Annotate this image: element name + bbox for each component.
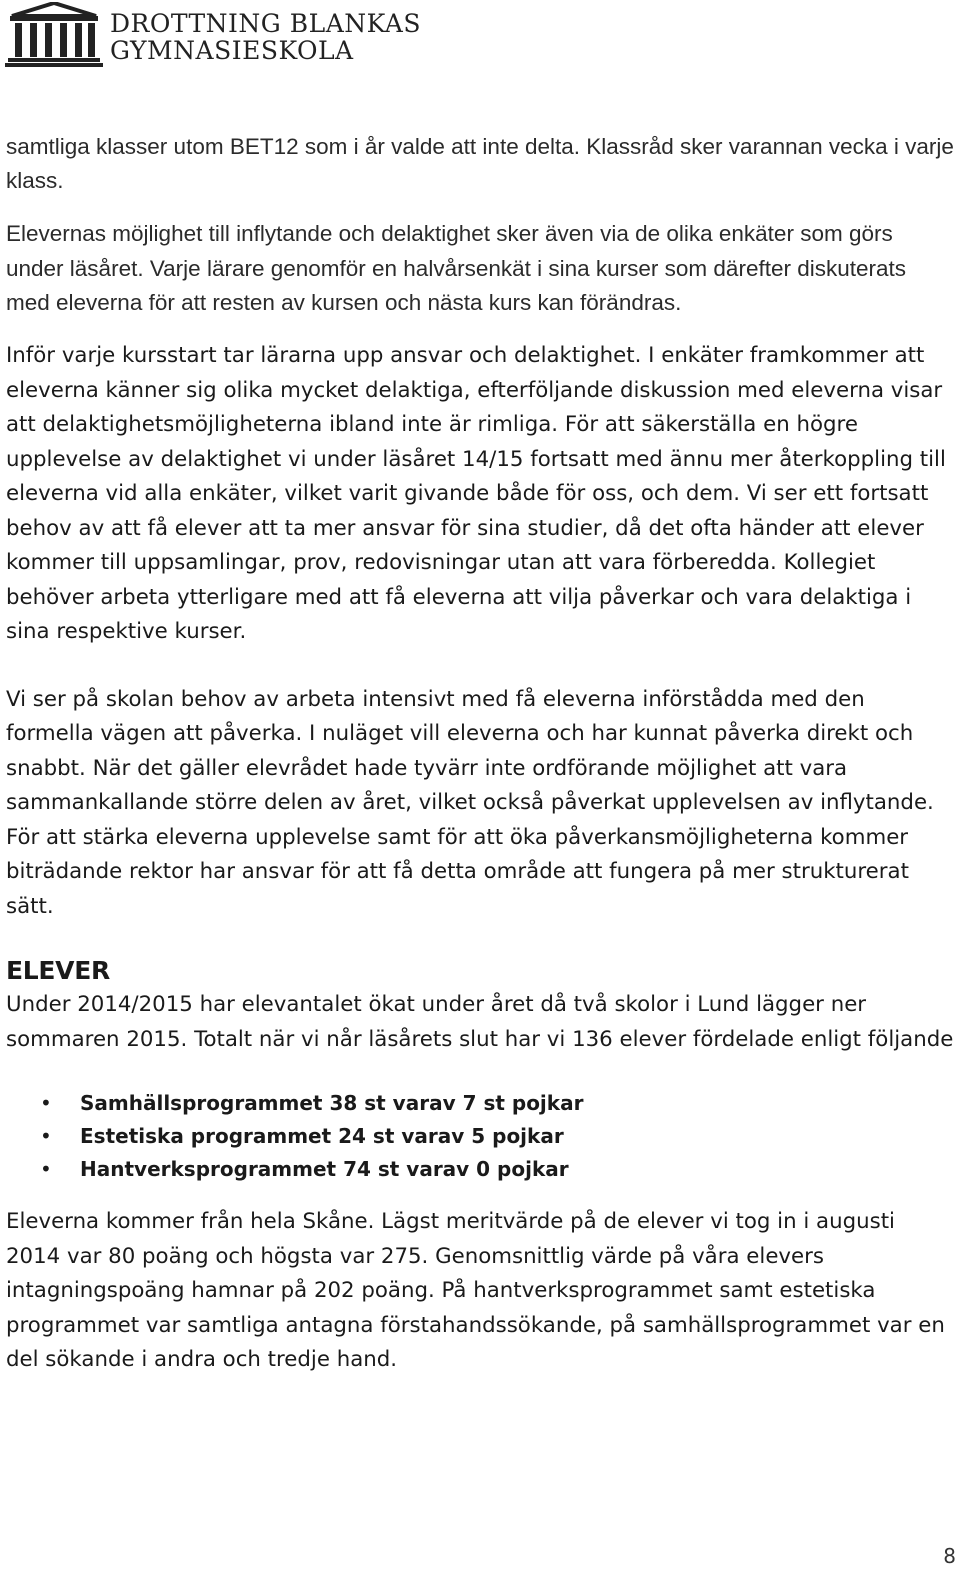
program-item-label: Hantverksprogrammet 74 st varav 0 pojkar [80, 1157, 569, 1182]
bullet-icon: • [40, 1124, 52, 1149]
school-building-logo-icon [4, 2, 104, 68]
paragraph-class-councils: samtliga klasser utom BET12 som i år valde att inte delta. Klassråd sker varannan vecka i varje klass. [6, 134, 954, 194]
paragraph-surveys: Elevernas möjlighet till inflytande och delaktighet sker även via de olika enkäter som görs under läsåret. Varje lärare genomför en halvårsenkät i sina kurser som därefter diskuterats med eleverna för att resten av kursen och nästa kurs kan förändras. [6, 221, 907, 315]
school-name-line2: GYMNASIESKOLA [110, 36, 354, 65]
paragraph-admissions: Eleverna kommer från hela Skåne. Lägst meritvärde på de elever vi tog in i augusti 2014 var 80 poäng och högsta var 275. Genomsnittlig värde på våra elevers intagningspoäng hamnar på 202 poäng. På hantverksprogrammet samt estetiska programmet var samtliga antagna förstahandssökande, på samhällsprogrammet var en del sökande i andra och tredje hand. [6, 1209, 945, 1373]
document-body [6, 130, 954, 1378]
list-item [6, 1087, 954, 1120]
paragraph-course-start: Inför varje kursstart tar lärarna upp ansvar och delaktighet. I enkäter framkommer att eleverna känner sig olika mycket delaktiga, efterföljande diskussion med eleverna visar att delaktighetsmöjligheterna ibland inte är rimliga. För att säkerställa en högre upplevelse av delaktighet vi under läsåret 14/15 fortsatt med ännu mer återkoppling till eleverna vid alla enkäter, vilket varit givande både för oss, och dem. Vi ser ett fortsatt behov av att få elever att ta mer ansvar för sina studier, då det ofta händer att elever kommer till uppsamlingar, prov, redovisningar utan att vara förberedda. Kollegiet behöver arbeta ytterligare med att få eleverna att vilja påverkar och vara delaktiga i sina respektive kurser. [6, 343, 946, 645]
paragraph-student-count: Under 2014/2015 har elevantalet ökat under året då två skolor i Lund lägger ner sommaren 2015. Totalt när vi når läsårets slut har vi 136 elever fördelade enligt följande [6, 992, 954, 1052]
school-name-line1: DROTTNING BLANKAS [110, 9, 421, 38]
program-item-label: Estetiska programmet 24 st varav 5 pojkar [80, 1124, 564, 1149]
school-name [110, 10, 421, 64]
bullet-icon: • [40, 1091, 52, 1116]
section-heading-elever: ELEVER [6, 956, 110, 986]
program-item-label: Samhällsprogrammet 38 st varav 7 st pojkar [80, 1091, 584, 1116]
bullet-icon: • [40, 1157, 52, 1182]
list-item [6, 1153, 954, 1186]
document-header [4, 2, 424, 68]
list-item [6, 1120, 954, 1153]
page-number: 8 [943, 1544, 956, 1568]
paragraph-student-council: Vi ser på skolan behov av arbeta intensivt med få eleverna införstådda med den formella vägen att påverka. I nuläget vill eleverna och har kunnat påverka direkt och snabbt. När det gäller elevrådet hade tyvärr inte ordförande möjlighet att vara sammankallande större delen av året, vilket också påverkat upplevelsen av inflytande. För att stärka eleverna upplevelse samt för att öka påverkansmöjligheterna kommer biträdande rektor har ansvar för att få detta område att fungera på mer strukturerat sätt. [6, 686, 934, 919]
program-list [6, 1087, 954, 1186]
